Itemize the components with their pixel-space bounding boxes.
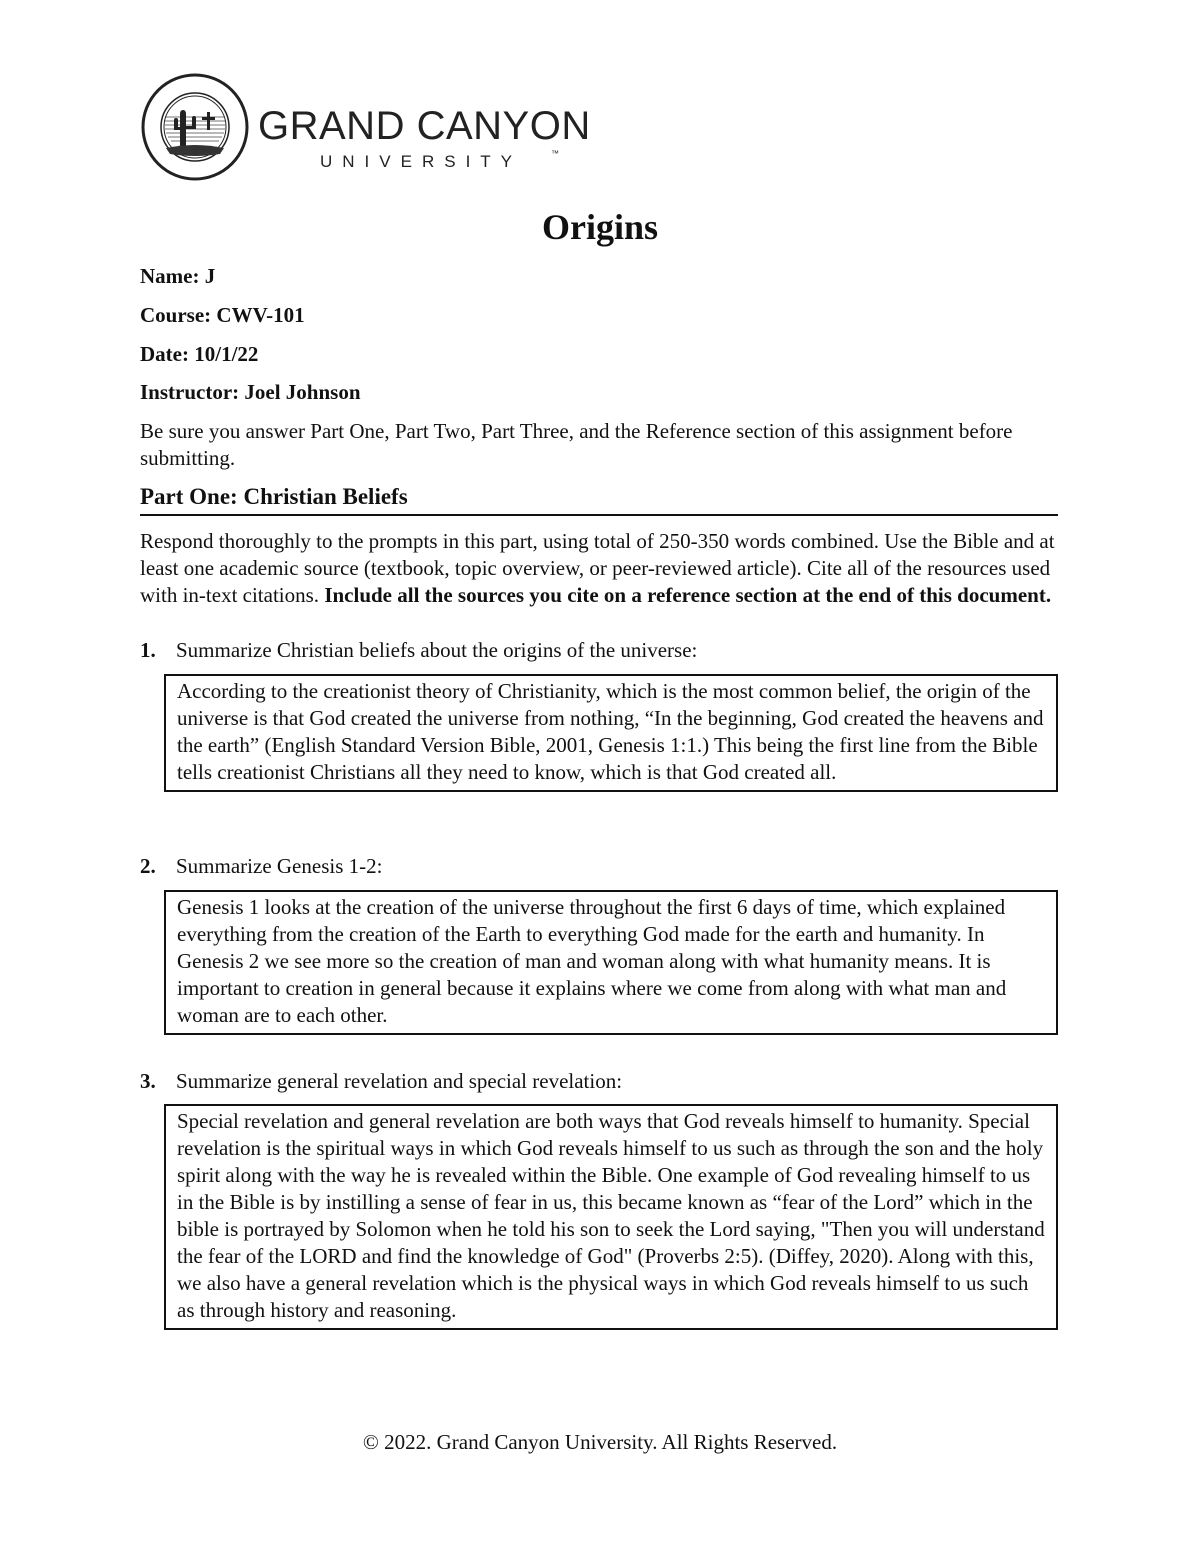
answer-box-2[interactable]: Genesis 1 looks at the creation of the universe throughout the first 6 days of time, which explained everything from the creation of the Earth to everything God made for the earth and humanity. In Genesis 2 we see more so the creation of man and woman along with what humanity means. It is important to creation in general because it explains where we come from along with what man and woman are to each other. (164, 890, 1058, 1035)
question-1 (140, 638, 697, 663)
question-prompt: Summarize Christian beliefs about the origins of the universe: (176, 638, 698, 662)
date-field (140, 342, 258, 367)
assignment-intro: Be sure you answer Part One, Part Two, Part Three, and the Reference section of this assignment before submitting. (140, 419, 1013, 470)
course-value: CWV-101 (216, 303, 305, 327)
logo-wordmark-bottom: UNIVERSITY (320, 152, 523, 171)
course-label: Course: (140, 303, 212, 327)
instructor-field (140, 380, 361, 405)
date-label: Date: (140, 342, 189, 366)
course-field (140, 303, 305, 328)
instructions-emphasis: Include all the sources you cite on a reference section at the end of this document. (324, 583, 1052, 607)
instructions-text: Respond thoroughly to the prompts in this part, using total of 250-350 words combined. Use the Bible and at least one academic source (textbook, topic overview, or peer-reviewed article). Cite all of the resources used with in-text citations. (140, 529, 1055, 607)
trademark-symbol: ™ (551, 149, 559, 158)
name-label: Name: (140, 264, 200, 288)
page-title: Origins (541, 207, 658, 247)
question-number: 3. (140, 1069, 156, 1093)
instructor-label: Instructor: (140, 380, 240, 404)
question-prompt: Summarize general revelation and special revelation: (176, 1069, 623, 1093)
answer-box-3[interactable]: Special revelation and general revelation are both ways that God reveals himself to humanity. Special revelation is the spiritual ways in which God reveals himself to us such as through the son and the holy spirit along with the way he is revealed within the Bible. One example of God revealing himself to us in the Bible is by instilling a sense of fear in us, this became known as “fear of the Lord” which in the bible is portrayed by Solomon when he told his son to seek the Lord saying, "Then you will understand the fear of the LORD and find the knowledge of God" (Proverbs 2:5). (Diffey, 2020). Along with this, we also have a general revelation which is the physical ways in which God reveals himself to us such as through history and reasoning. (164, 1104, 1058, 1330)
question-3 (140, 1069, 622, 1094)
question-number: 1. (140, 638, 156, 662)
university-seal-icon (140, 72, 250, 182)
answer-box-1[interactable]: According to the creationist theory of Christianity, which is the most common belief, the origin of the universe is that God created the universe from nothing, “In the beginning, God created the heavens and the earth” (English Standard Version Bible, 2001, Genesis 1:1.) This being the first line from the Bible tells creationist Christians all they need to know, which is that God created all. (164, 674, 1058, 792)
university-logo (140, 72, 620, 182)
logo-wordmark-top: GRAND CANYON (258, 104, 591, 148)
date-value: 10/1/22 (194, 342, 259, 366)
copyright-footer: © 2022. Grand Canyon University. All Rights Reserved. (362, 1430, 838, 1454)
part-one-instructions (140, 528, 1060, 609)
question-2 (140, 854, 382, 879)
part-one-heading: Part One: Christian Beliefs (140, 484, 1058, 516)
question-prompt: Summarize Genesis 1-2: (176, 854, 383, 878)
instructor-value: Joel Johnson (244, 380, 361, 404)
question-number: 2. (140, 854, 156, 878)
name-value: J (204, 264, 216, 288)
name-field (140, 264, 215, 289)
